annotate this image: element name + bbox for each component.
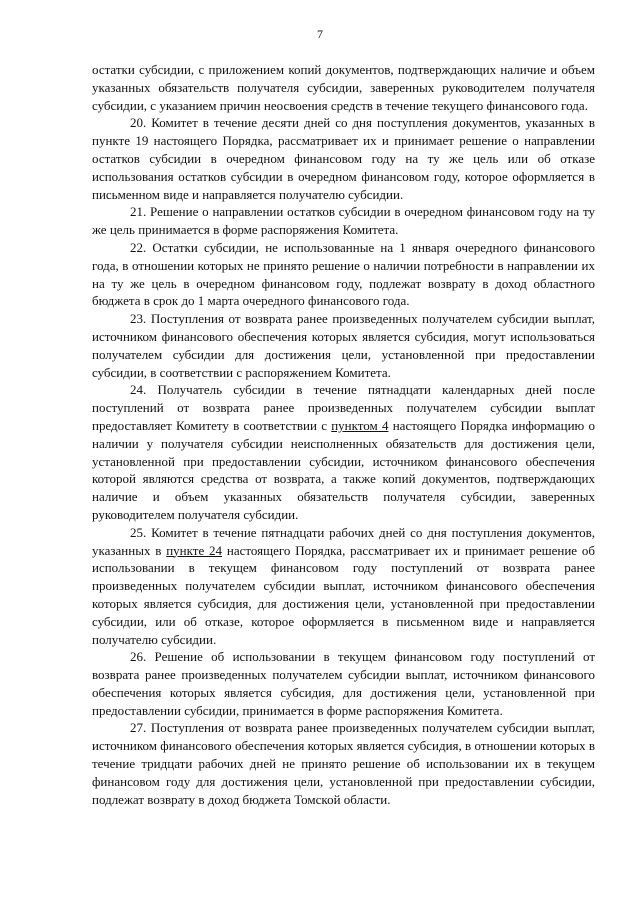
paragraph-26: 26. Решение об использовании в текущем финансовом году поступлений от возврата ранее произведенных получателем субсидии выплат, источником финансового обеспечения которых является субсидия, для достижения цели, установленной при предоставлении субсидии, принимается в форме распоряжения Комитета.	[92, 649, 595, 718]
paragraph-24-text-before: 24. Получатель субсидии в течение пятнадцати календарных дней после поступлений от возврата ранее произведенных получателем субсидии выплат предоставляет Комитету в соответствии с	[92, 382, 595, 433]
paragraph-25	[92, 524, 595, 649]
paragraph-20: 20. Комитет в течение десяти дней со дня поступления документов, указанных в пункте 19 настоящего Порядка, рассматривает их и принимает решение о направлении остатков субсидии в очередном финансовом году на ту же цель или об отказе использования остатков субсидии в очередном финансовом году, которое оформляется в письменном виде и направляется получателю субсидии.	[92, 115, 595, 202]
paragraph-27: 27. Поступления от возврата ранее произведенных получателем субсидии выплат, источником финансового обеспечения которых является субсидия, в отношении которых в течение тридцати рабочих дней не принято решение об использовании их в текущем финансовом году для достижения цели, установленной при предоставлении субсидии, подлежат возврату в доход бюджета Томской области.	[92, 720, 595, 807]
link-punkt-24[interactable]: пункте 24	[166, 542, 223, 558]
paragraph-25-text-after: настоящего Порядка, рассматривает их и принимает решение об использовании в текущем финансовом году поступлений от возврата ранее произведенных получателем субсидии выплат, источником финансового обеспечения которых является субсидия, для достижения цели, установленной при предоставлении субсидии, или об отказе, которое оформляется в письменном виде и направляется получателю субсидии.	[92, 542, 595, 647]
document-body	[92, 61, 595, 808]
paragraph-24-text-after: настоящего Порядка информацию о наличии у получателя субсидии неисполненных обязательств для достижения цели, установленной при предоставлении субсидии, источником финансового обеспечения которой являются средства от возврата, а также копий документов, подтверждающих наличие и объем указанных обязательств получателя субсидии, заверенных руководителем получателя субсидии.	[92, 417, 595, 522]
paragraph-25-text-before: 25. Комитет в течение пятнадцати рабочих дней со дня поступления документов, указанных в	[92, 524, 595, 558]
paragraph-continuation: остатки субсидии, с приложением копий документов, подтверждающих наличие и объем указанных обязательств получателя субсидии, заверенных руководителем получателя субсидии, с указанием причин неосвоения средств в течение текущего финансового года.	[92, 62, 595, 113]
link-punkt-4[interactable]: пунктом 4	[331, 417, 389, 433]
paragraph-24	[92, 381, 595, 523]
paragraph-22: 22. Остатки субсидии, не использованные на 1 января очередного финансового года, в отношении которых не принято решение о наличии потребности в направлении их на ту же цель в очередном финансовом году, подлежат возврату в доход областного бюджета в срок до 1 марта очередного финансового года.	[92, 239, 595, 309]
paragraph-23: 23. Поступления от возврата ранее произведенных получателем субсидии выплат, источником финансового обеспечения которых является субсидия, могут использоваться получателем субсидии для достижения цели, установленной при предоставлении субсидии, в соответствии с распоряжением Комитета.	[92, 311, 595, 380]
page-number: 7	[317, 27, 323, 41]
paragraph-21: 21. Решение о направлении остатков субсидии в очередном финансовом году на ту же цель принимается в форме распоряжения Комитета.	[92, 204, 595, 238]
